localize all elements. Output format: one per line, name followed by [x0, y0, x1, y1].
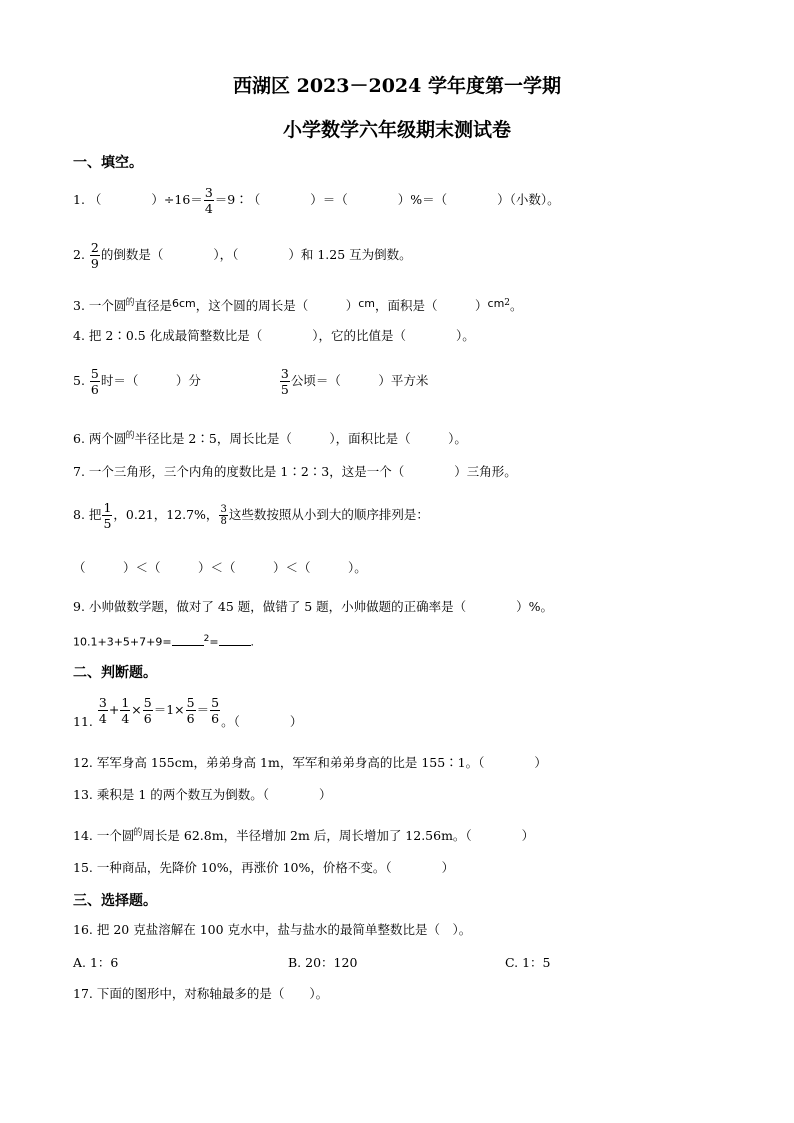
- question-6: 6. 两个圆$^的$半径比是 2∶5，周长比是（ ），面积比是（ ）。: [73, 431, 467, 447]
- fraction: $\frac{5}{6}$: [90, 366, 99, 397]
- option-c[interactable]: C. 1：5: [505, 955, 551, 970]
- question-3: 3. 一个圆$^的$直径是6cm，这个圆的周长是（ ）cm，面积是（ ）$cm^2$。: [73, 297, 523, 314]
- exam-title: 西湖区 2023－2024 学年度第一学期: [233, 75, 561, 97]
- fraction: $\frac{5}{6}$: [186, 695, 195, 726]
- fraction: $\frac{3}{8}$: [220, 504, 227, 527]
- fraction: $\frac{1}{4}$: [121, 695, 130, 726]
- question-4: 4. 把 2∶0.5 化成最简整数比是（ ），它的比值是（ ）。: [73, 328, 475, 343]
- question-15: 15. 一种商品，先降价 10%，再涨价 10%，价格不变。（ ）: [73, 860, 455, 875]
- question-8-answer-line: （ ）＜（ ）＜（ ）＜（ ）。: [73, 560, 367, 575]
- question-8: 8. 把 $\frac{1}{5}$ ，0.21，12.7%， $\frac{3}{8}$ 这些数按照从小到大的顺序排列是：: [73, 500, 429, 531]
- fraction: $\frac{5}{6}$: [211, 695, 220, 726]
- question-number: 6.: [73, 431, 85, 447]
- fraction: $\frac{3}{4}$: [98, 695, 107, 726]
- question-number: 17.: [73, 986, 93, 1001]
- question-5: 5. $\frac{5}{6}$ 时＝（ ）分 $\frac{3}{5}$ 公顷＝（ ）平方米: [73, 366, 429, 397]
- fraction: $\frac{2}{9}$: [90, 240, 99, 271]
- section-3-heading: 三、选择题。: [73, 893, 157, 909]
- fraction: $\frac{1}{5}$: [103, 500, 112, 531]
- question-number: 11.: [73, 714, 93, 729]
- question-7: 7. 一个三角形，三个内角的度数比是 1∶2∶3，这是一个（ ）三角形。: [73, 464, 517, 479]
- question-9: 9. 小帅做数学题，做对了 45 题，做错了 5 题，小帅做题的正确率是（ ）%。: [73, 599, 554, 614]
- question-number: 10.: [73, 635, 91, 649]
- question-number: 7.: [73, 464, 85, 479]
- question-11: 11. $\frac{3}{4}$ + $\frac{1}{4}$ × $\frac{5}{6}$ ＝1× $\frac{5}{6}$ ＝ $\frac{5}{6}$ 。（ ）: [73, 695, 303, 729]
- answer-blank[interactable]: [219, 645, 251, 646]
- question-number: 3.: [73, 298, 85, 314]
- question-number: 12.: [73, 755, 93, 770]
- question-17: 17. 下面的图形中，对称轴最多的是（ ）。: [73, 986, 329, 1001]
- question-number: 4.: [73, 328, 85, 343]
- question-1: 1. （ ）÷16＝ $\frac{3}{4}$ ＝9∶（ ）＝（ ）%＝（ ）（小数）。: [73, 185, 560, 216]
- question-number: 2.: [73, 247, 85, 262]
- question-number: 9.: [73, 599, 85, 614]
- question-number: 1.: [73, 192, 85, 207]
- exam-subtitle: 小学数学六年级期末测试卷: [282, 119, 511, 141]
- option-b[interactable]: B. 20：120: [288, 955, 358, 970]
- question-number: 14.: [73, 828, 93, 844]
- question-16: 16. 把 20 克盐溶解在 100 克水中，盐与盐水的最简单整数比是（ ）。: [73, 922, 472, 937]
- fraction: $\frac{3}{4}$: [204, 185, 213, 216]
- section-1-heading: 一、填空。: [73, 155, 143, 171]
- question-13: 13. 乘积是 1 的两个数互为倒数。（ ）: [73, 787, 332, 802]
- fraction: $\frac{3}{5}$: [280, 366, 289, 397]
- question-number: 15.: [73, 860, 93, 875]
- question-number: 13.: [73, 787, 93, 802]
- question-number: 8.: [73, 507, 85, 522]
- fraction: $\frac{5}{6}$: [143, 695, 152, 726]
- question-14: 14. 一个圆$^的$周长是 62.8m，半径增加 2m 后，周长增加了 12.56m。（ ）: [73, 828, 535, 844]
- question-number: 5.: [73, 373, 85, 388]
- section-2-heading: 二、判断题。: [73, 665, 157, 681]
- option-a[interactable]: A. 1：6: [73, 955, 119, 970]
- question-number: 16.: [73, 922, 93, 937]
- answer-blank[interactable]: [172, 645, 204, 646]
- question-10: 10.1+3+5+7+9= $^2$= .: [73, 634, 255, 649]
- question-2: 2. $\frac{2}{9}$ 的倒数是（ ），（ ）和 1.25 互为倒数。: [73, 240, 412, 271]
- question-12: 12. 军军身高 155cm，弟弟身高 1m，军军和弟弟身高的比是 155∶1。（ ）: [73, 755, 547, 770]
